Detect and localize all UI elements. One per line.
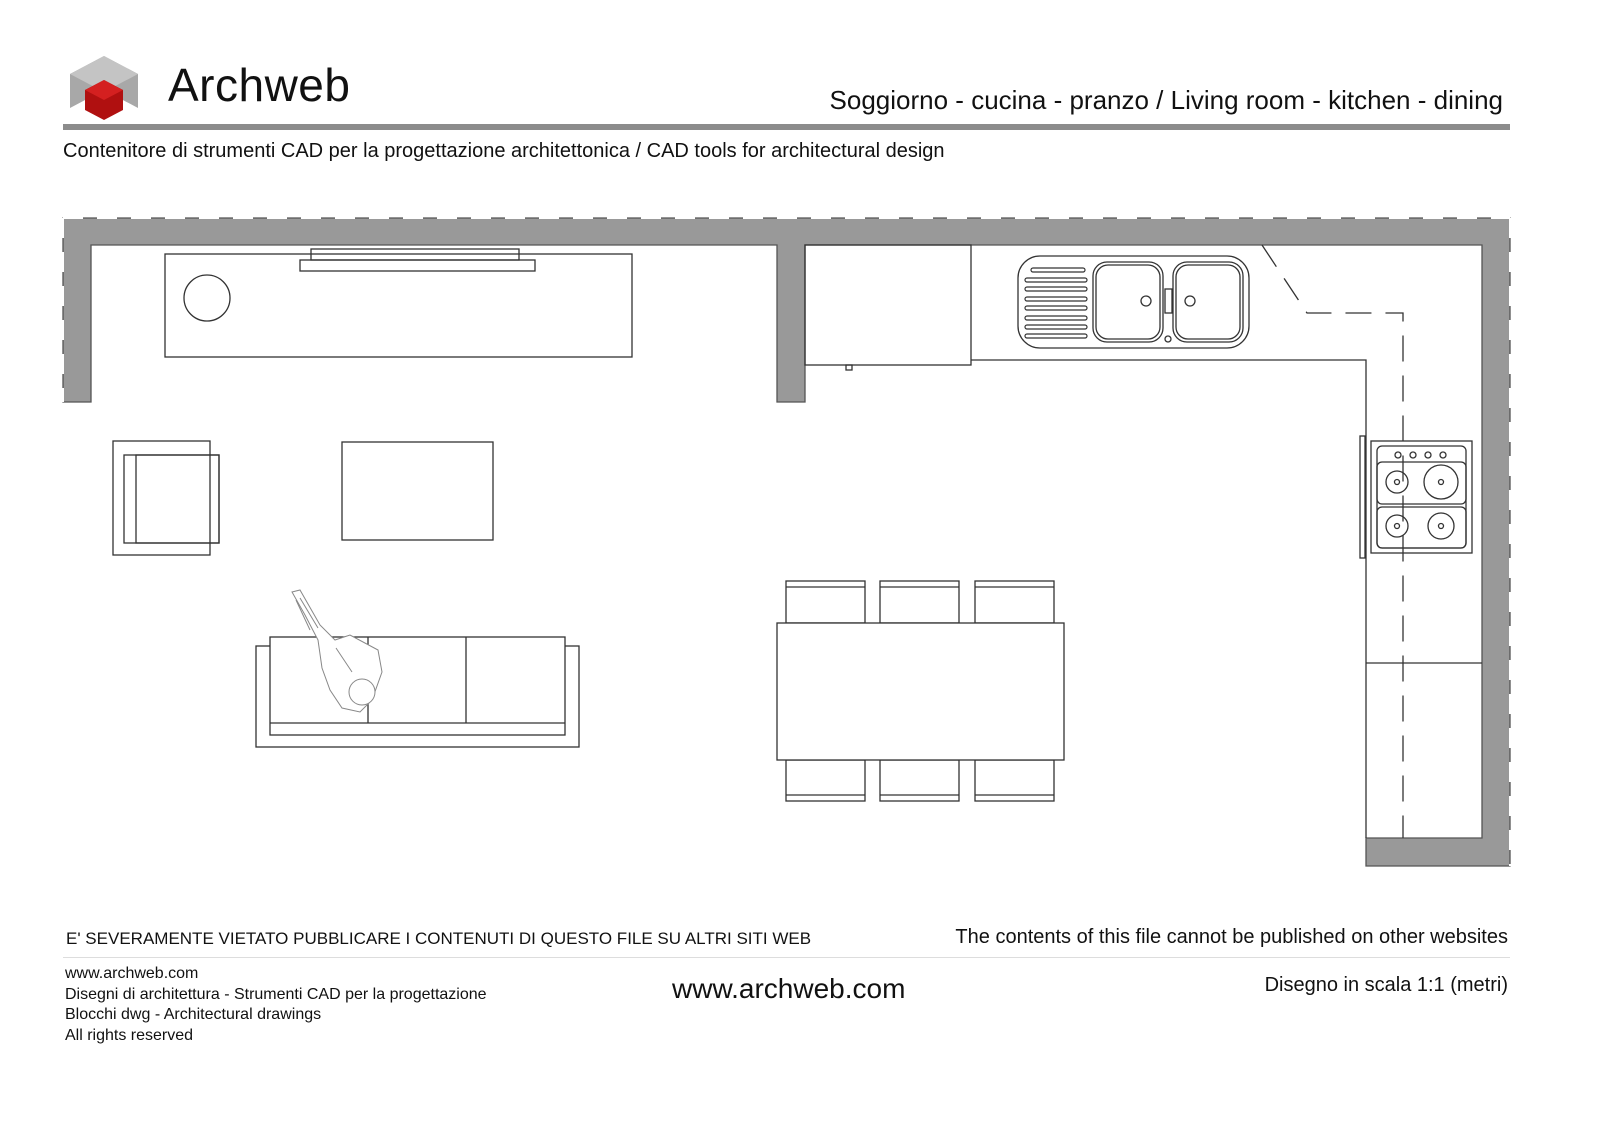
footer-line: All rights reserved [65, 1026, 194, 1044]
archweb-logo-icon [70, 56, 138, 120]
lamp-icon [184, 275, 230, 321]
tv [300, 260, 535, 271]
scale-note: Disegno in scala 1:1 (metri) [1264, 974, 1508, 996]
fridge [805, 245, 971, 365]
coffee-table [342, 442, 493, 540]
warning-italian: E' SEVERAMENTE VIETATO PUBBLICARE I CONTENUTI DI QUESTO FILE SU ALTRI SITI WEB [66, 929, 812, 948]
brand-name: Archweb [168, 59, 351, 111]
sofa [256, 637, 579, 747]
dining-table [777, 623, 1064, 760]
footer-line: Blocchi dwg - Architectural drawings [65, 1006, 322, 1023]
subtitle: Contenitore di strumenti CAD per la progettazione architettonica / CAD tools for architectural design [63, 140, 945, 162]
warning-english: The contents of this file cannot be published on other websites [955, 926, 1508, 948]
footer-divider [63, 957, 1510, 958]
armchair [113, 441, 219, 555]
stove-hob-icon [1360, 436, 1472, 558]
website-url: www.archweb.com [672, 973, 906, 1004]
footer-line: www.archweb.com [65, 965, 199, 982]
wall-cabinet-outline [1262, 245, 1403, 838]
footer-info [65, 964, 487, 1046]
double-sink-icon [1018, 256, 1249, 348]
sideboard [165, 249, 632, 357]
header-divider [63, 124, 1510, 130]
footer-line: Disegni di architettura - Strumenti CAD per la progettazione [65, 985, 487, 1003]
page-title: Soggiorno - cucina - pranzo / Living room - kitchen - dining [829, 85, 1503, 115]
dining-set [777, 581, 1064, 801]
